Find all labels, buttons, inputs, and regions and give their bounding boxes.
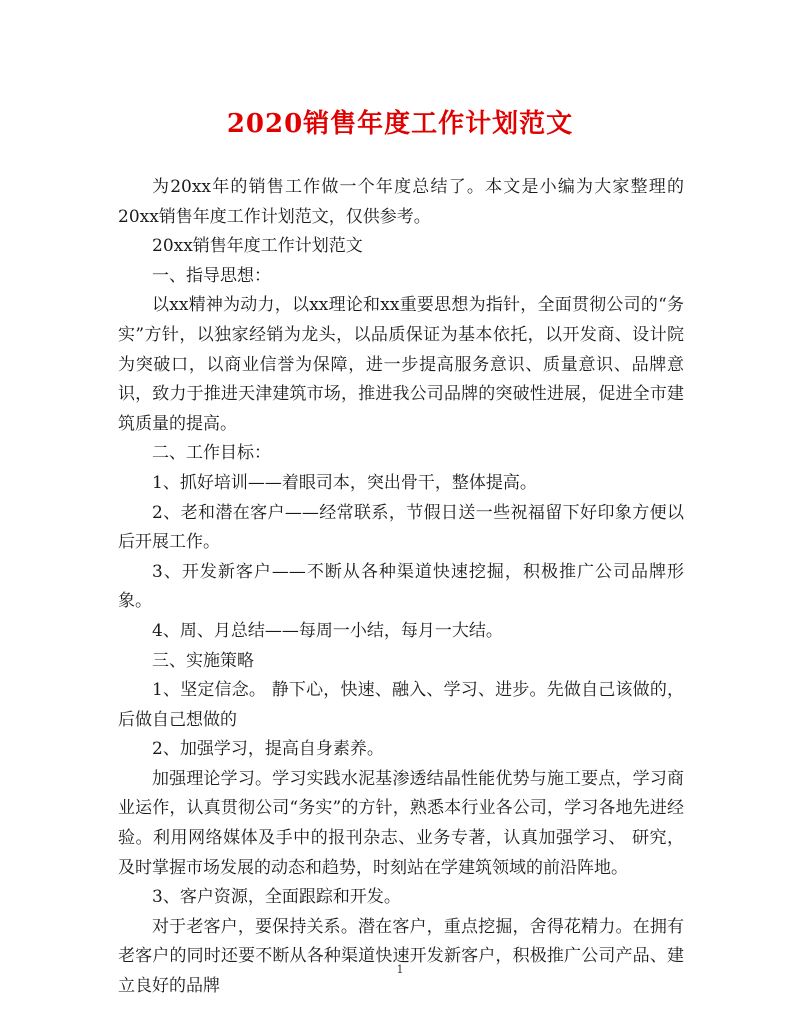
section-heading-strategy: 三、实施策略 (152, 650, 254, 671)
goal-item-2: 2、老和潜在客户——经常联系，节假日送一些祝福留下好印象方便以后开展工作。 (118, 502, 684, 553)
goal-item-4: 4、周、月总结——每周一小结，每月一大结。 (152, 620, 503, 641)
strategy-item-3: 3、客户资源，全面跟踪和开发。 (152, 887, 401, 908)
goal-item-1: 1、抓好培训——着眼司本，突出骨干，整体提高。 (152, 472, 537, 493)
paragraph-intro: 为20xx年的销售工作做一个年度总结了。本文是小编为大家整理的20xx销售年度工作计划范文，仅供参考。 (118, 177, 684, 227)
page-number: 1 (396, 963, 404, 976)
paragraph-guiding-thought: 以xx精神为动力，以xx理论和xx重要思想为指针，全面贯彻公司的“务实”方针，以独家经销为龙头，以品质保证为基本依托，以开发商、设计院为突破口，以商业信誉为保障，进一步提高服务意识、质量意识、品牌意识，致力于推进天津建筑市场，推进我公司品牌的突破性进展，促进全市建筑质量的提高。 (118, 295, 684, 434)
paragraph-subtitle: 20xx销售年度工作计划范文 (152, 236, 363, 257)
document-title: 2020销售年度工作计划范文 (226, 109, 574, 139)
document-body (118, 173, 684, 1002)
strategy-item-2: 2、加强学习，提高自身素养。 (152, 739, 384, 760)
section-heading-guiding-thought: 一、指导思想： (152, 265, 271, 286)
goal-item-3: 3、开发新客户——不断从各种渠道快速挖掘，积极推广公司品牌形象。 (118, 561, 684, 612)
paragraph-customers: 对于老客户，要保持关系。潜在客户，重点挖掘，舍得花精力。在拥有老客户的同时还要不断从各种渠道快速开发新客户，积极推广公司产品、建立良好的品牌 (118, 916, 684, 997)
section-heading-work-goals: 二、工作目标： (152, 443, 271, 464)
strategy-item-1: 1、坚定信念。 静下心，快速、融入、学习、进步。先做自己该做的，后做自己想做的 (118, 680, 684, 730)
paragraph-study: 加强理论学习。学习实践水泥基渗透结晶性能优势与施工要点，学习商业运作，认真贯彻公司“务实”的方针，熟悉本行业各公司，学习各地先进经验。利用网络媒体及手中的报刊杂志、业务专著，认真加强学习、 研究，及时掌握市场发展的动态和趋势，时刻站在学建筑领域的前沿阵地。 (118, 768, 684, 878)
